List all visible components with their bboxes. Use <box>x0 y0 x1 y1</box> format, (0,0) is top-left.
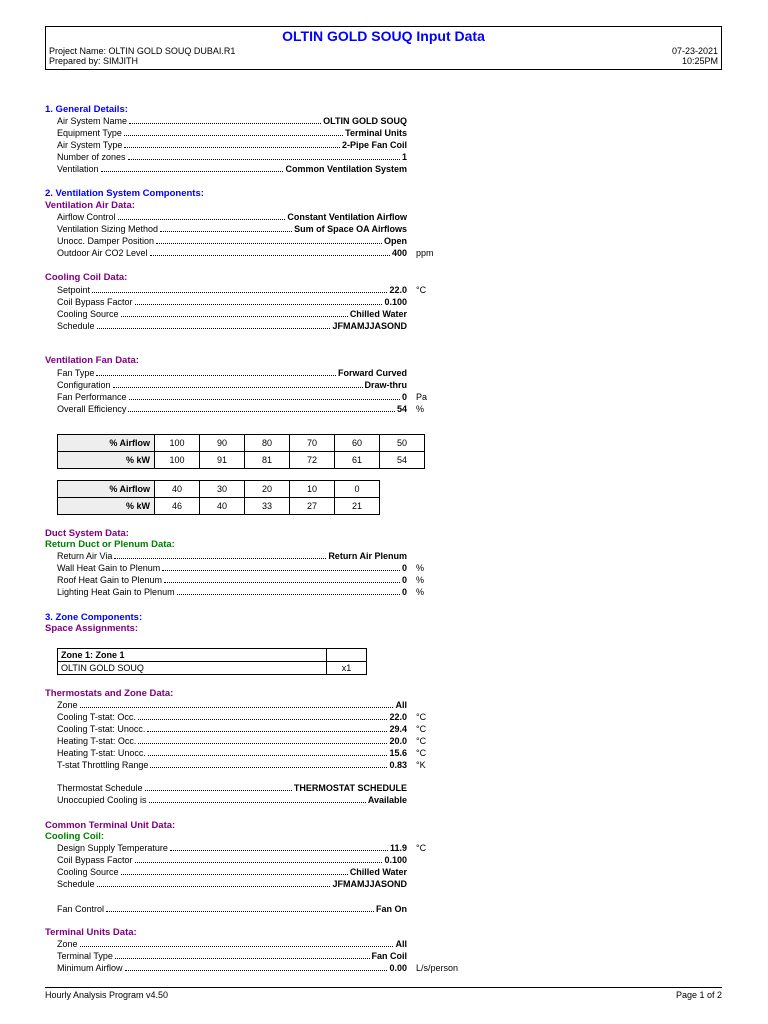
dot-leader <box>145 790 292 791</box>
dot-leader <box>170 850 388 851</box>
field-row <box>57 782 407 794</box>
fan-performance-table-1 <box>57 434 425 469</box>
airflow-cell: 40 <box>155 481 200 498</box>
field-value: Fan Coil <box>371 951 407 961</box>
field-label: Heating T-stat: Occ. <box>57 736 137 746</box>
ventilation-fan-heading: Ventilation Fan Data: <box>45 355 139 366</box>
zone-title: Zone 1: Zone 1 <box>58 649 327 662</box>
field-label: Outdoor Air CO2 Level <box>57 248 148 258</box>
field-unit: °C <box>416 736 427 746</box>
field-label: Setpoint <box>57 285 91 295</box>
dot-leader <box>124 147 340 148</box>
field-value: All <box>395 700 407 710</box>
field-value: 11.9 <box>389 843 407 853</box>
field-value: 0 <box>401 392 407 402</box>
footer-divider <box>45 987 722 988</box>
field-label: Overall Efficiency <box>57 404 127 414</box>
dot-leader <box>101 171 284 172</box>
field-unit: % <box>416 587 425 597</box>
dot-leader <box>164 582 400 583</box>
field-row <box>57 235 407 247</box>
dot-leader <box>80 946 394 947</box>
field-row <box>57 878 407 890</box>
field-label: Wall Heat Gain to Plenum <box>57 563 161 573</box>
field-row <box>57 163 407 175</box>
field-label: Equipment Type <box>57 128 122 138</box>
dot-leader <box>162 570 400 571</box>
field-value: 2-Pipe Fan Coil <box>341 140 407 150</box>
field-value: 0.00 <box>389 963 407 973</box>
field-row <box>57 735 407 747</box>
field-unit: °C <box>416 285 427 295</box>
field-value: Constant Ventilation Airflow <box>287 212 407 222</box>
field-row <box>57 403 407 415</box>
field-value: 22.0 <box>389 712 407 722</box>
airflow-cell: 10 <box>290 481 335 498</box>
field-unit: % <box>416 563 425 573</box>
field-value: Terminal Units <box>345 128 407 138</box>
field-label: Thermostat Schedule <box>57 783 143 793</box>
field-value: THERMOSTAT SCHEDULE <box>293 783 407 793</box>
dot-leader <box>138 719 388 720</box>
thermostats-heading: Thermostats and Zone Data: <box>45 688 174 699</box>
prepared-by: Prepared by: SIMJITH <box>49 56 139 66</box>
field-label: Unocc. Damper Position <box>57 236 155 246</box>
dot-leader <box>80 707 394 708</box>
field-value: All <box>395 939 407 949</box>
kw-cell: 40 <box>200 498 245 515</box>
dot-leader <box>129 399 400 400</box>
field-label: Minimum Airflow <box>57 963 123 973</box>
dot-leader <box>121 874 348 875</box>
kw-cell: 46 <box>155 498 200 515</box>
airflow-cell: 30 <box>200 481 245 498</box>
field-row <box>57 574 407 586</box>
field-row <box>57 223 407 235</box>
field-row <box>57 296 407 308</box>
field-value: JFMAMJJASOND <box>332 321 407 331</box>
field-value: JFMAMJJASOND <box>332 879 407 889</box>
kw-cell: 21 <box>335 498 380 515</box>
field-row <box>57 379 407 391</box>
field-value: 20.0 <box>389 736 407 746</box>
field-value: Return Air Plenum <box>328 551 407 561</box>
field-row <box>57 562 407 574</box>
airflow-cell: 80 <box>245 435 290 452</box>
dot-leader <box>147 731 387 732</box>
field-label: Configuration <box>57 380 111 390</box>
zones-heading: 3. Zone Components: <box>45 612 143 623</box>
field-value: Chilled Water <box>349 867 407 877</box>
field-label: Unoccupied Cooling is <box>57 795 147 805</box>
airflow-header: % Airflow <box>58 481 155 498</box>
field-value: Draw-thru <box>364 380 407 390</box>
general-heading: 1. General Details: <box>45 104 128 115</box>
field-row <box>57 794 407 806</box>
report-header <box>45 26 722 70</box>
program-name: Hourly Analysis Program v4.50 <box>45 990 169 1000</box>
duct-heading: Duct System Data: <box>45 528 129 539</box>
field-label: Coil Bypass Factor <box>57 855 133 865</box>
kw-cell: 91 <box>200 452 245 469</box>
field-value: 0.100 <box>384 297 407 307</box>
field-label: Ventilation <box>57 164 99 174</box>
field-label: Fan Performance <box>57 392 127 402</box>
field-value: Forward Curved <box>337 368 407 378</box>
field-label: Air System Type <box>57 140 123 150</box>
dot-leader <box>148 755 388 756</box>
space-name: OLTIN GOLD SOUQ <box>58 662 327 675</box>
field-value: OLTIN GOLD SOUQ <box>323 116 407 126</box>
field-label: Heating T-stat: Unocc. <box>57 748 146 758</box>
report-date: 07-23-2021 <box>671 46 718 56</box>
fan-performance-table-2 <box>57 480 380 515</box>
field-label: Cooling T-stat: Occ. <box>57 712 136 722</box>
field-label: T-stat Throttling Range <box>57 760 149 770</box>
dot-leader <box>149 802 366 803</box>
field-value: Chilled Water <box>349 309 407 319</box>
airflow-cell: 50 <box>380 435 425 452</box>
airflow-cell: 70 <box>290 435 335 452</box>
field-row <box>57 211 407 223</box>
field-value: Open <box>383 236 407 246</box>
field-label: Airflow Control <box>57 212 116 222</box>
field-label: Design Supply Temperature <box>57 843 168 853</box>
field-value: 0 <box>401 575 407 585</box>
terminal-coil-heading: Cooling Coil: <box>45 831 105 842</box>
field-value: 0.83 <box>389 760 407 770</box>
field-unit: °C <box>416 724 427 734</box>
kw-cell: 100 <box>155 452 200 469</box>
dot-leader <box>118 219 286 220</box>
field-label: Ventilation Sizing Method <box>57 224 159 234</box>
kw-cell: 72 <box>290 452 335 469</box>
kw-cell: 27 <box>290 498 335 515</box>
kw-cell: 33 <box>245 498 290 515</box>
dot-leader <box>160 231 292 232</box>
ventilation-heading: 2. Ventilation System Components: <box>45 188 204 199</box>
airflow-cell: 90 <box>200 435 245 452</box>
field-row <box>57 938 407 950</box>
field-label: Schedule <box>57 321 95 331</box>
space-multiplier: x1 <box>327 662 367 675</box>
dot-leader <box>129 123 321 124</box>
airflow-cell: 60 <box>335 435 380 452</box>
zone-assignment-table <box>57 648 367 675</box>
airflow-header: % Airflow <box>58 435 155 452</box>
field-row <box>57 903 407 915</box>
kw-cell: 61 <box>335 452 380 469</box>
field-row <box>57 950 407 962</box>
field-row <box>57 284 407 296</box>
field-row <box>57 151 407 163</box>
field-row <box>57 962 407 974</box>
kw-header: % kW <box>58 498 155 515</box>
field-row <box>57 550 407 562</box>
dot-leader <box>128 411 395 412</box>
field-row <box>57 127 407 139</box>
field-unit: °K <box>416 760 426 770</box>
report-time: 10:25PM <box>681 56 718 66</box>
terminal-heading: Common Terminal Unit Data: <box>45 820 176 831</box>
field-value: 400 <box>391 248 407 258</box>
dot-leader <box>135 304 383 305</box>
kw-cell: 54 <box>380 452 425 469</box>
field-row <box>57 699 407 711</box>
field-value: Sum of Space OA Airflows <box>294 224 407 234</box>
dot-leader <box>150 255 390 256</box>
field-row <box>57 586 407 598</box>
field-label: Number of zones <box>57 152 126 162</box>
ventilation-air-heading: Ventilation Air Data: <box>45 200 135 211</box>
field-label: Fan Type <box>57 368 95 378</box>
kw-cell: 81 <box>245 452 290 469</box>
field-row <box>57 391 407 403</box>
dot-leader <box>121 316 348 317</box>
dot-leader <box>156 243 382 244</box>
airflow-cell: 100 <box>155 435 200 452</box>
field-row <box>57 711 407 723</box>
field-row <box>57 747 407 759</box>
field-value: 15.6 <box>389 748 407 758</box>
field-unit: % <box>416 575 425 585</box>
return-duct-heading: Return Duct or Plenum Data: <box>45 539 175 550</box>
field-label: Cooling Source <box>57 309 119 319</box>
field-value: Fan On <box>376 904 407 914</box>
airflow-cell: 20 <box>245 481 290 498</box>
field-value: 1 <box>401 152 407 162</box>
field-unit: °C <box>416 712 427 722</box>
dot-leader <box>106 911 374 912</box>
dot-leader <box>128 159 400 160</box>
field-label: Terminal Type <box>57 951 113 961</box>
field-row <box>57 723 407 735</box>
field-value: 0 <box>401 563 407 573</box>
field-row <box>57 320 407 332</box>
field-row <box>57 866 407 878</box>
terminal-units-heading: Terminal Units Data: <box>45 927 137 938</box>
field-unit: °C <box>416 843 427 853</box>
field-label: Cooling T-stat: Unocc. <box>57 724 146 734</box>
field-value: 29.4 <box>389 724 407 734</box>
field-label: Cooling Source <box>57 867 119 877</box>
field-row <box>57 842 407 854</box>
space-assignments-heading: Space Assignments: <box>45 623 139 634</box>
dot-leader <box>92 292 387 293</box>
dot-leader <box>177 594 400 595</box>
dot-leader <box>96 375 336 376</box>
field-label: Return Air Via <box>57 551 113 561</box>
field-row <box>57 308 407 320</box>
airflow-cell: 0 <box>335 481 380 498</box>
dot-leader <box>115 958 370 959</box>
dot-leader <box>135 862 383 863</box>
field-value: Available <box>367 795 407 805</box>
field-label: Zone <box>57 700 78 710</box>
field-row <box>57 247 407 259</box>
dot-leader <box>124 135 343 136</box>
kw-header: % kW <box>58 452 155 469</box>
field-unit: °C <box>416 748 427 758</box>
field-value: 54 <box>396 404 407 414</box>
dot-leader <box>97 886 331 887</box>
field-label: Air System Name <box>57 116 128 126</box>
field-row <box>57 139 407 151</box>
field-value: 22.0 <box>389 285 407 295</box>
dot-leader <box>125 970 388 971</box>
field-label: Roof Heat Gain to Plenum <box>57 575 163 585</box>
zone-title-spacer <box>327 649 367 662</box>
dot-leader <box>150 767 387 768</box>
field-unit: Pa <box>416 392 428 402</box>
field-unit: ppm <box>416 248 434 258</box>
cooling-coil-heading: Cooling Coil Data: <box>45 272 128 283</box>
field-unit: L/s/person <box>416 963 459 973</box>
field-label: Coil Bypass Factor <box>57 297 133 307</box>
dot-leader <box>97 328 331 329</box>
project-name: Project Name: OLTIN GOLD SOUQ DUBAI.R1 <box>49 46 236 56</box>
field-unit: % <box>416 404 425 414</box>
field-label: Schedule <box>57 879 95 889</box>
field-row <box>57 854 407 866</box>
page-number: Page 1 of 2 <box>675 990 722 1000</box>
field-row <box>57 115 407 127</box>
field-label: Zone <box>57 939 78 949</box>
field-value: 0 <box>401 587 407 597</box>
field-value: Common Ventilation System <box>285 164 407 174</box>
dot-leader <box>114 558 326 559</box>
field-row <box>57 367 407 379</box>
dot-leader <box>113 387 363 388</box>
field-label: Lighting Heat Gain to Plenum <box>57 587 175 597</box>
dot-leader <box>138 743 387 744</box>
field-label: Fan Control <box>57 904 105 914</box>
report-title: OLTIN GOLD SOUQ Input Data <box>282 28 485 44</box>
field-value: 0.100 <box>384 855 407 865</box>
field-row <box>57 759 407 771</box>
